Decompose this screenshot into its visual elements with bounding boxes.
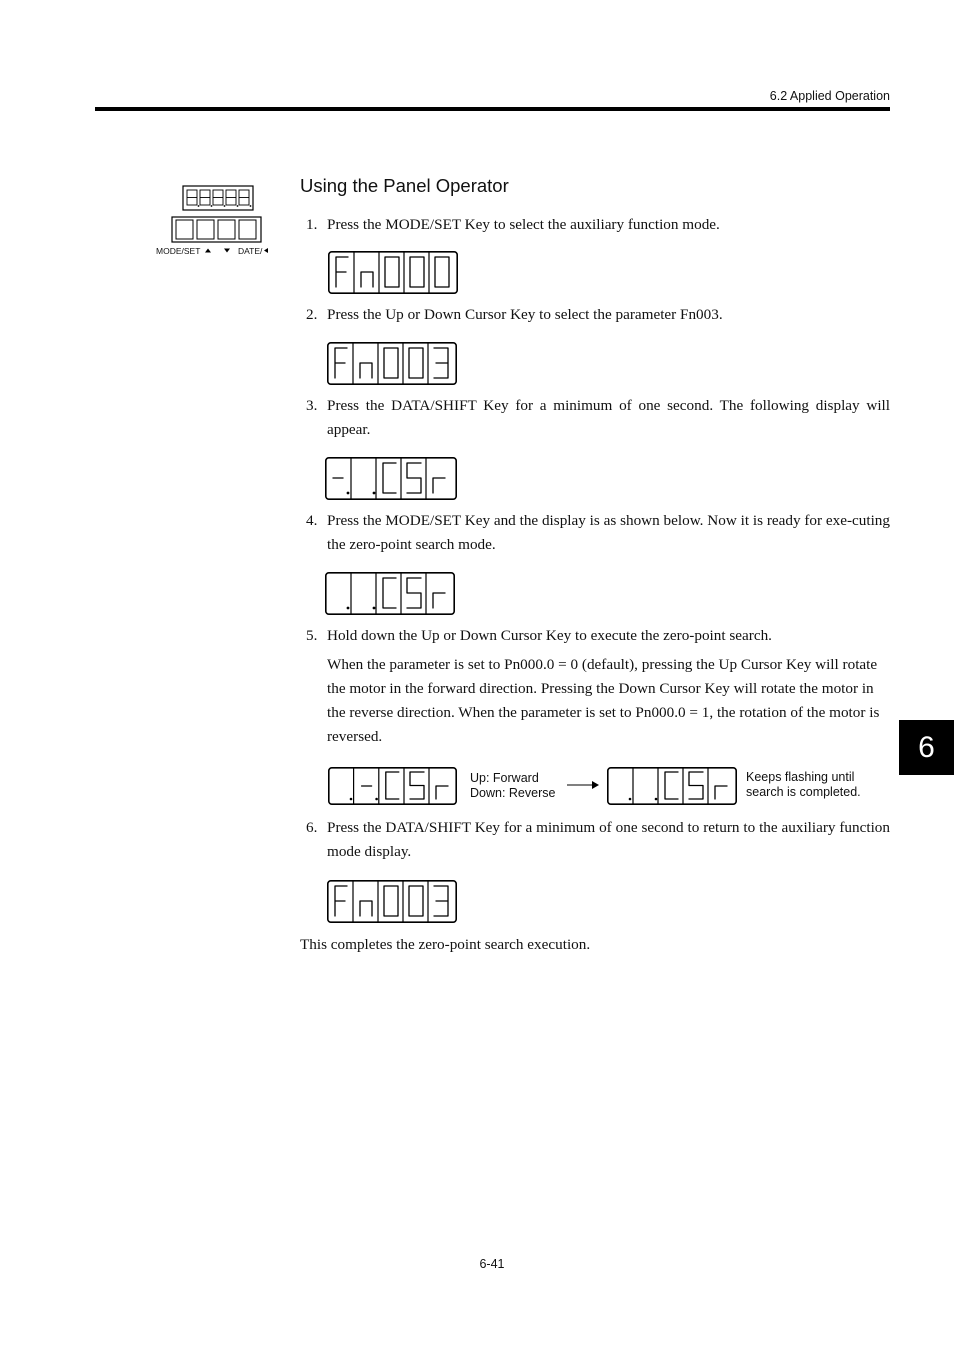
caption-up-forward: Up: Forward xyxy=(470,771,539,785)
flow-caption-left xyxy=(470,771,555,801)
mode-set-label: MODE/SET xyxy=(156,246,201,256)
flow-caption-right xyxy=(746,770,861,800)
section-title: Using the Panel Operator xyxy=(300,175,509,196)
step-text: Press the Up or Down Cursor Key to select the parameter Fn003. xyxy=(327,306,723,323)
step-text: Press the MODE/SET Key and the display is as shown below. Now it is ready for exe-cuting the zero-point search mode. xyxy=(327,512,890,553)
step-5-detail: When the parameter is set to Pn000.0 = 0 (default), pressing the Up Cursor Key will rotate the motor in the forward direction. Pressing the Down Cursor Key will rotate the motor in the reverse direction. When the parameter is set to Pn000.0 = 1, the rotation of the motor is reversed. xyxy=(327,656,880,745)
step-number: 2. xyxy=(306,306,318,323)
step-5 xyxy=(300,624,890,648)
page-number: 6-41 xyxy=(479,1257,505,1271)
step-text: Press the DATA/SHIFT Key for a minimum of one second to return to the auxiliary function mode display. xyxy=(327,819,890,860)
caption-search-completed: search is completed. xyxy=(746,785,861,799)
step-text: Press the MODE/SET Key to select the auxiliary function mode. xyxy=(327,216,720,233)
display-fn003 xyxy=(327,342,457,385)
step-4 xyxy=(300,509,890,557)
step-text: Hold down the Up or Down Cursor Key to execute the zero-point search. xyxy=(327,627,772,644)
step-number: 5. xyxy=(306,627,318,644)
step-2 xyxy=(300,303,890,327)
flow-arrow-icon xyxy=(566,779,600,791)
display-dash-csr xyxy=(325,457,457,500)
step-text: Press the DATA/SHIFT Key for a minimum of one second. The following display will appear. xyxy=(327,397,890,438)
step-number: 1. xyxy=(306,216,318,233)
step-number: 3. xyxy=(306,397,318,414)
display-fn000 xyxy=(328,251,458,294)
display-flashing-csr xyxy=(328,767,457,805)
display-csr-flashing-result xyxy=(607,767,737,805)
caption-keeps-flashing: Keeps flashing until xyxy=(746,770,855,784)
display-csr xyxy=(325,572,455,615)
caption-down-reverse: Down: Reverse xyxy=(470,786,556,800)
step-6 xyxy=(300,816,890,864)
data-shift-label: DATE/ xyxy=(238,246,263,256)
header-rule xyxy=(95,107,890,111)
running-head: 6.2 Applied Operation xyxy=(769,89,890,103)
conclusion-text: This completes the zero-point search execution. xyxy=(300,936,591,953)
step-number: 6. xyxy=(306,819,318,836)
chapter-tab: 6 xyxy=(899,720,954,775)
step-1 xyxy=(300,213,890,237)
display-fn003-return xyxy=(327,880,457,923)
step-number: 4. xyxy=(306,512,318,529)
step-3 xyxy=(300,394,890,442)
